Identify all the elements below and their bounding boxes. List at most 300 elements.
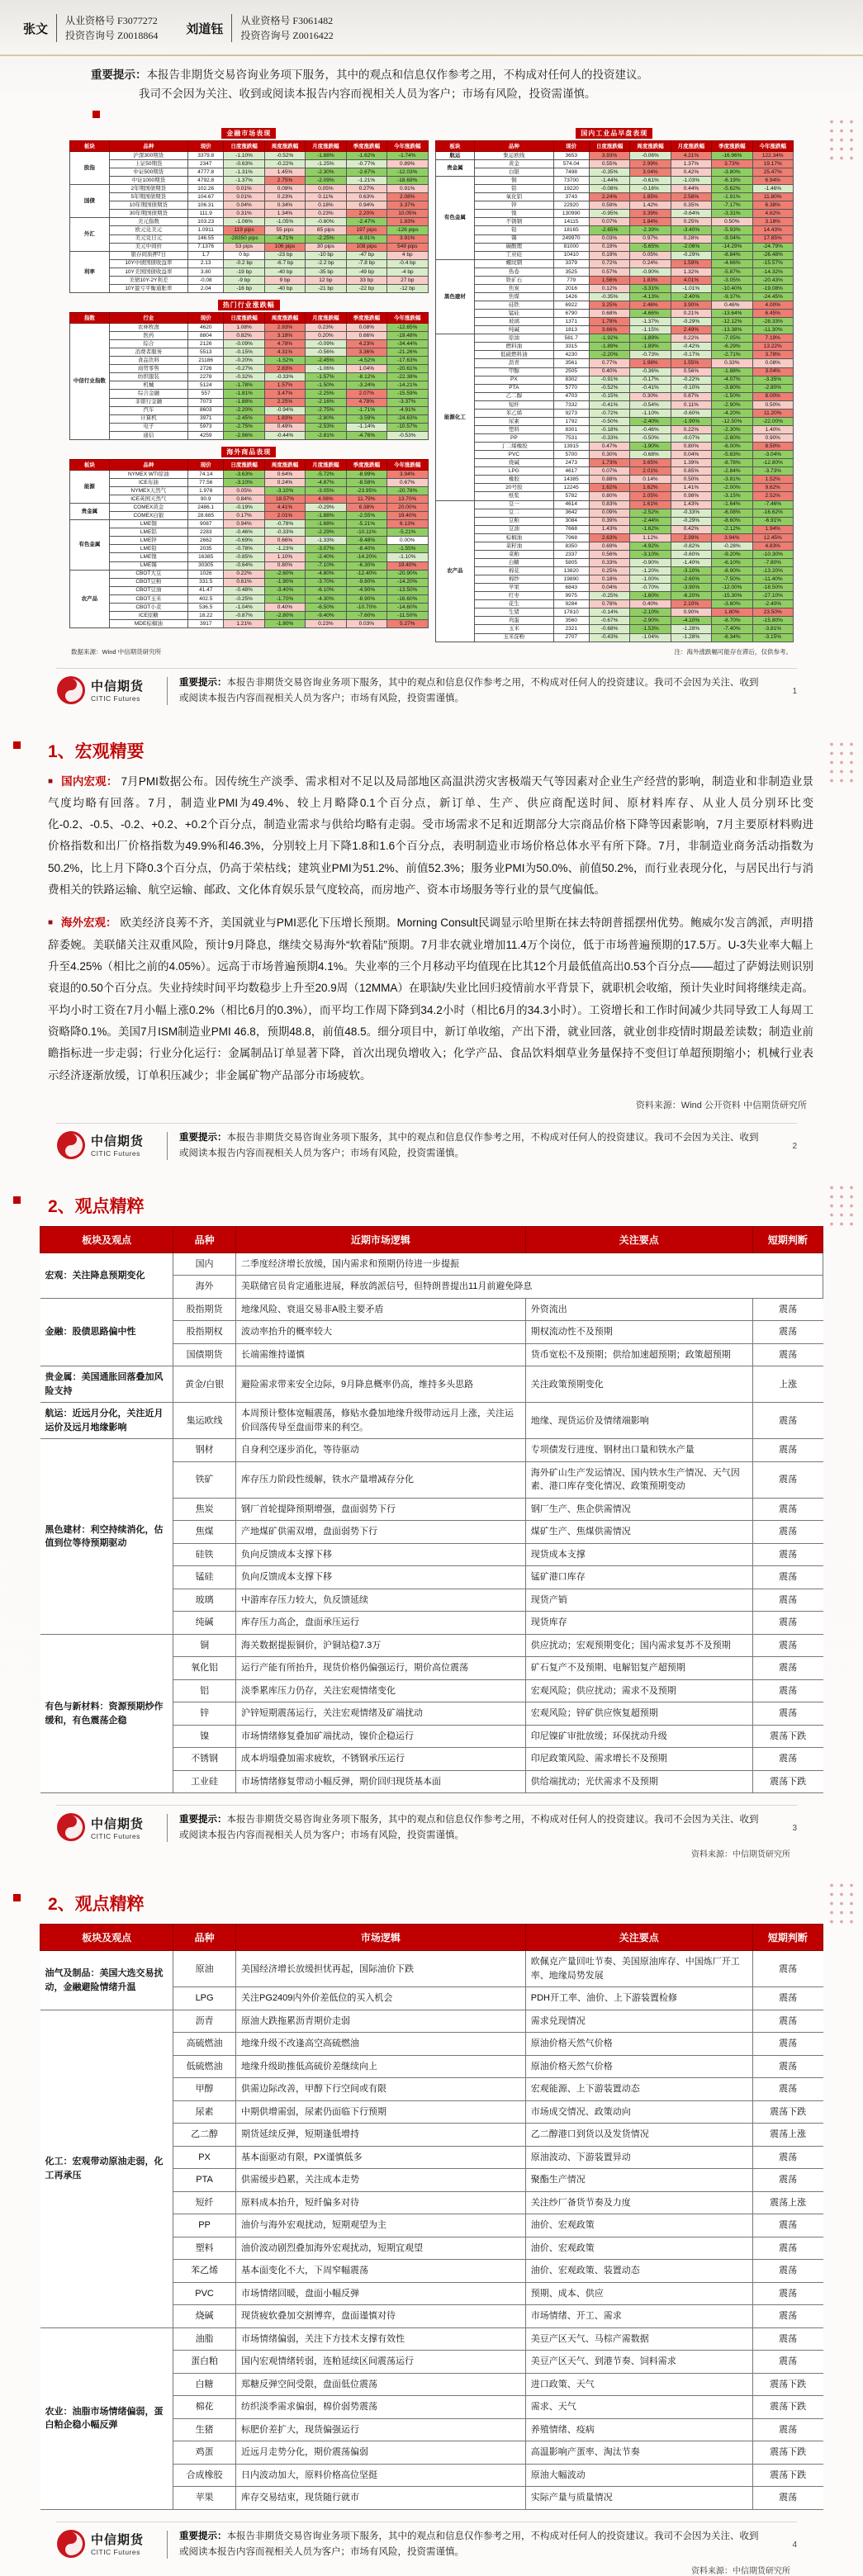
table-row (435, 151, 794, 159)
table-row (435, 376, 794, 384)
change-cell: -2.80% (306, 414, 346, 423)
logo-en: CITIC Futures (91, 694, 140, 703)
market-logic: 库存交易结束，现货随行就市 (235, 2487, 525, 2510)
table-row (70, 218, 429, 226)
change-cell: 0.23% (306, 619, 346, 627)
focus-points: 预期、成本、供应 (525, 2282, 752, 2305)
change-cell: -0.48% (224, 586, 264, 594)
change-cell: -0.87% (224, 611, 264, 619)
price-cell: 81000 (553, 243, 589, 251)
citic-logo-icon (56, 1130, 86, 1160)
change-cell: -4.71% (264, 234, 305, 243)
change-cell: 0.17% (224, 512, 264, 520)
short-term-judgement: 震荡 (752, 1439, 823, 1462)
instrument-name: ICE原糖 (109, 611, 187, 619)
variety-name: 苹果 (173, 2487, 236, 2510)
column-header: 品种 (475, 140, 553, 151)
group-label: 利率 (70, 251, 110, 292)
change-cell: -0.82% (671, 542, 711, 550)
change-cell: -2.30% (306, 168, 346, 177)
change-cell: 1.10% (264, 553, 305, 561)
change-cell: -2.40% (671, 292, 711, 301)
change-cell: 18.57% (264, 495, 305, 504)
change-cell: 2.20% (346, 210, 386, 218)
table-row (70, 619, 429, 627)
source-note: 资料来源：Wind 公开资料 中信期货研究所 (635, 1100, 807, 1110)
change-cell: 3.65% (630, 459, 671, 467)
change-cell: 2.39% (671, 533, 711, 542)
change-cell: -2.47% (346, 218, 386, 226)
market-logic: 美联储官员肯定通胀进展，释放鸽派信号，但特朗普提出11月前避免降息 (235, 1276, 823, 1299)
table-row (435, 301, 794, 310)
page-footer (56, 1805, 797, 1844)
instrument-name: 红枣 (475, 592, 553, 600)
change-cell: 0.72% (589, 259, 629, 268)
change-cell: 1.85% (630, 193, 671, 201)
short-term-judgement: 上涨 (752, 1366, 823, 1403)
variety-name: 镍 (173, 1725, 236, 1748)
instrument-name: 短纤 (475, 400, 553, 409)
instrument-name: CBOT豆油 (109, 586, 187, 594)
change-cell: 3.90% (671, 301, 711, 310)
change-cell: -14.29% (712, 243, 752, 251)
short-term-judgement: 震荡 (752, 1634, 823, 1657)
short-term-judgement: 震荡 (752, 1679, 823, 1702)
macro-overseas-paragraph: ■ 海外宏观： 欧美经济良莠不齐，美国就业与PMI恶化下压增长预期。Morning Consult民调显示哈里斯在抹去特朗普摇摆州优势。鲍威尔发言鸽派，声明措辞委婉。美联储关注双重风险，预计9月降息，继续交易海外“软着陆”预期。7月非农就业增加11.4万个岗位，低于市场普遍预期的17.5万。U-3失业率大幅上升至4.25%（相比之前的4.05%）。远高于市场普遍预期4.1%。失业率的三个月移动平均值现在比其12个月最低值高出0.53个百分点——超过了萨姆法则识别衰退的0.50个百分点。失业持续时间平均数稳步上升至20.9周（12MMA）在职缺/失业比回归疫情前水平背景下，就职机会收缩，预计失业时间将继续走高。平均小时工资在7月小幅上涨0.2%（相比6月的0.3%），而平均工作周下降到34.2小时（相比6月的34.3小时）。工资增长和工作时间减少共同导致工人每周工资略降0.1%。美国7月ISM制造业PMI 46.8，预期48.8，前值48.5。细分项目中，新订单收缩，产出下滑，就业回落，就业创非疫情时期最差读数；制造业前瞻指标进一步走弱；行业分化运行：金属制品订单显著下降，首次出现负增收入；化学产品、食品饮料烟草业务量保持不变但订单超预期缩小；机械行业表示经济逐渐放缓，订单积压减少；非金属矿物产品部分市场疲软。 (48, 916, 813, 1082)
change-cell: 1.84% (630, 218, 671, 226)
focus-points: 市场情绪、开工、需求 (525, 2305, 752, 2328)
price-cell: 249970 (553, 234, 589, 243)
change-cell: -16 bp (224, 284, 264, 292)
change-cell: 3.25% (589, 301, 629, 310)
price-cell: 9975 (553, 592, 589, 600)
change-cell: -6.34% (712, 633, 752, 642)
change-cell: -1.90% (264, 578, 305, 586)
instrument-name: LPG (475, 467, 553, 476)
price-cell: 3653 (553, 151, 589, 159)
change-cell: -47 bp (346, 251, 386, 259)
table-row (435, 185, 794, 193)
market-logic: 日内波动加大，原料价格高位坚挺 (235, 2464, 525, 2487)
table-row (435, 533, 794, 542)
table-row (435, 633, 794, 642)
column-header: 季度涨跌幅 (346, 140, 386, 151)
change-cell: -1.89% (630, 334, 671, 343)
instrument-name: CBOT小麦 (109, 603, 187, 611)
change-cell: -22 bp (346, 284, 386, 292)
change-cell: -12.80% (752, 459, 793, 467)
variety-name: PP (173, 2214, 236, 2237)
price-cell: 106.31 (188, 201, 224, 210)
short-term-judgement: 震荡 (752, 2214, 823, 2237)
market-logic: 基本面驱动有限，PX谨慎低多 (235, 2146, 525, 2169)
change-cell: 3.18% (264, 332, 305, 340)
change-cell: -1.64% (712, 500, 752, 509)
change-cell: 0.23% (306, 323, 346, 331)
focus-points: 进口政策、天气 (525, 2373, 752, 2396)
table-row (70, 243, 429, 251)
instrument-name: COMEX黄金 (109, 504, 187, 512)
change-cell: 4.01% (671, 276, 711, 284)
short-term-judgement: 震荡下跌 (752, 1725, 823, 1748)
change-cell: -0.90% (630, 558, 671, 566)
change-cell: -0.09% (224, 340, 264, 348)
price-cell: 536.5 (188, 603, 224, 611)
market-tables-right (435, 122, 794, 646)
dots-deco (827, 1183, 858, 1229)
price-cell: 3561 (553, 359, 589, 367)
focus-points: 欧佩克产量回吐节奏、美国原油库存、中国炼厂开工率、地缘局势发展 (525, 1951, 752, 1987)
short-term-judgement: 震荡下跌 (752, 2464, 823, 2487)
focus-points: 现货产销 (525, 1589, 752, 1612)
table-row (70, 570, 429, 578)
price-cell: 3971 (188, 414, 224, 423)
instrument-name: 10Y盈亏平衡通胀率 (109, 284, 187, 292)
change-cell: 4.78% (346, 398, 386, 406)
price-cell: 5124 (188, 381, 224, 390)
change-cell: 0.22% (671, 425, 711, 433)
change-cell: -0.33% (589, 434, 629, 443)
citic-futures-logo: 中信期货 CITIC Futures (56, 2529, 155, 2559)
instrument-name: 黄金 (475, 159, 553, 168)
market-logic: 淡季累库压力仍存，关注宏观情绪变化 (235, 1679, 525, 1702)
market-logic: 成本坍塌叠加需求疲软，不锈钢承压运行 (235, 1748, 525, 1771)
views-table (40, 1924, 823, 2510)
price-cell: 1.978 (188, 486, 224, 495)
price-cell: 6922 (553, 301, 589, 310)
table-row (435, 159, 794, 168)
change-cell: 2.52% (752, 492, 793, 500)
change-cell: -3.15% (752, 633, 793, 642)
change-cell: 13.70% (387, 495, 428, 504)
instrument-name: 30年期国债期货 (109, 210, 187, 218)
change-cell: 3.94% (712, 533, 752, 542)
table-row (70, 151, 429, 159)
instrument-name: 锰硅 (475, 310, 553, 318)
table-row (435, 542, 794, 550)
change-cell: -0.19% (224, 504, 264, 512)
table-row (435, 292, 794, 301)
group-label: 航运 (435, 151, 475, 159)
divider (56, 14, 57, 42)
change-cell: 3.04% (630, 168, 671, 177)
change-cell: -0.06% (630, 151, 671, 159)
short-term-judgement: 震荡下跌 (752, 2441, 823, 2465)
instrument-name: 欧元兑美元 (109, 226, 187, 234)
short-term-judgement: 震荡 (752, 2169, 823, 2192)
table-row (435, 326, 794, 334)
red-square-deco (13, 741, 21, 749)
change-cell: -1.04% (224, 603, 264, 611)
column-header: 日度涨跌幅 (224, 140, 264, 151)
group-label: 有色金属 (70, 520, 110, 570)
price-cell: 18.22 (188, 611, 224, 619)
change-cell: -126 pips (387, 226, 428, 234)
price-cell: 19890 (553, 575, 589, 584)
footer-notice: 重要提示：本报告非期货交易咨询业务项下服务，其中的观点和信息仅作参考之用，不构成对任何人的投资建议。我司不会因为关注、收到或阅读本报告内容而视相关人员为客户；市场有风险，投资需谨慎。 (179, 1132, 759, 1158)
change-cell: -6.10% (712, 558, 752, 566)
short-term-judgement: 震荡 (752, 1748, 823, 1771)
macro-domestic-paragraph: ■ 国内宏观： 7月PMI数据公布。因传统生产淡季、需求相对不足以及局部地区高温洪涝灾害极端天气等因素对企业生产经营的影响，制造业和非制造业景气度均略有回落。7月，制造业PMI为49.4%、较上月略降0.1个百分点，新订单、生产、供应商配送时间、原材料库存、从业人员分别环比变化-0.2、-0.5、-0.2、+0.2、+0.2个百分点，制造业需求与供给均略有走弱。受市场需求不足和近期部分大宗商品价格下降等因素影响，7月主要原材料购进价格指数和出厂价格指数为49.9%和46.3%，分别较上月下降1.8和1.6个百分点，表明制造业市场价格总体水平有所下降。7月，非制造业商务活动指数为50.2%，比上月下降0.3个百分点，仍高于荣枯线；建筑业PMI为51.2%、前值52.3%；服务业PMI为50.0%、前值50.2%，而行业表现分化，与居民出行与消费相关的铁路运输、航空运输、邮政、文化体育娱乐景气度较高，而房地产、资本市场服务等行业的景气度偏低。 (48, 774, 813, 897)
change-cell: -5.62% (712, 185, 752, 193)
views-table-1 (33, 1226, 830, 1794)
table-row (435, 476, 794, 484)
table-row (70, 259, 429, 268)
short-term-judgement: 震荡 (752, 2146, 823, 2169)
change-cell: 0.35% (671, 201, 711, 210)
change-cell: -1.89% (589, 343, 629, 351)
price-cell: 74.14 (188, 470, 224, 478)
source-note: 资料来源：中信期货研究所 (691, 2566, 790, 2576)
change-cell: 6.94% (752, 177, 793, 185)
change-cell: 1.62% (630, 484, 671, 492)
change-cell: -5.65% (630, 243, 671, 251)
table-row (70, 504, 429, 512)
short-term-judgement: 震荡上涨 (752, 2191, 823, 2214)
change-cell: -5.21% (346, 520, 386, 528)
change-cell: 7.19% (752, 334, 793, 343)
change-cell: -8.60% (712, 517, 752, 525)
short-term-judgement: 震荡 (752, 2055, 823, 2078)
change-cell: 1.62% (589, 484, 629, 492)
group-label: 贵金属：美国通胀回落叠加风险支持 (40, 1366, 173, 1403)
market-table (69, 140, 429, 293)
short-term-judgement: 震荡 (752, 1543, 823, 1566)
instrument-name: 螺纹钢 (475, 259, 553, 268)
change-cell: -0.46% (630, 425, 671, 433)
change-cell: 1.42% (630, 201, 671, 210)
market-logic: 长端需维持谨慎 (235, 1343, 525, 1366)
market-logic: 市场情绪修复带动小幅反弹，期价回归现货基本面 (235, 1770, 525, 1793)
column-header: 季度涨跌幅 (346, 312, 386, 323)
change-cell: 0.55% (589, 159, 629, 168)
change-cell: -0.07% (671, 434, 711, 443)
change-cell: -15.57% (752, 259, 793, 268)
change-cell: -6.30% (346, 561, 386, 570)
change-cell: 0.05% (630, 251, 671, 259)
change-cell: -2.06% (671, 243, 711, 251)
change-cell: 2.63% (589, 533, 629, 542)
variety-name: 锰硅 (173, 1566, 236, 1589)
change-cell: 4.83% (752, 542, 793, 550)
change-cell: -28350 pips (224, 234, 264, 243)
table-row (435, 243, 794, 251)
change-cell: 3.04% (752, 367, 793, 376)
change-cell: -0.72% (589, 409, 629, 417)
change-cell: -0.41% (589, 400, 629, 409)
table-row (70, 586, 429, 594)
focus-points: 钢厂生产、焦企供需情况 (525, 1498, 752, 1521)
divider (167, 1132, 168, 1160)
instrument-name: 商贸零售 (109, 365, 187, 373)
change-cell: -8.58% (346, 478, 386, 486)
price-cell: 2337 (553, 550, 589, 558)
table-row (435, 558, 794, 566)
market-logic: 标肥价差扩大，现货偏强运行 (235, 2418, 525, 2441)
change-cell: -3.07% (306, 545, 346, 553)
change-cell: 0.56% (589, 550, 629, 558)
price-cell: 90.9 (188, 495, 224, 504)
table-header-row (40, 1925, 823, 1951)
focus-points: 实际产量与质量情况 (525, 2487, 752, 2510)
price-cell: 3642 (553, 509, 589, 517)
change-cell: -8.84% (712, 251, 752, 259)
change-cell: -1.81% (224, 390, 264, 398)
change-cell: -1.89% (630, 343, 671, 351)
change-cell: -2.40% (630, 417, 671, 425)
change-cell: -0.22% (264, 159, 305, 168)
change-cell: 0.94% (346, 201, 386, 210)
market-logic: 负向反馈成本支撑下移 (235, 1566, 525, 1589)
column-header: 板块及观点 (40, 1226, 173, 1252)
red-square-deco (13, 1196, 21, 1204)
instrument-name: 工业硅 (475, 251, 553, 259)
table-row (435, 384, 794, 392)
group-label: 中信行业指数 (70, 323, 110, 439)
instrument-name: PX (475, 376, 553, 384)
price-cell: 1426 (553, 292, 589, 301)
price-cell: 4230 (553, 351, 589, 359)
variety-name: PTA (173, 2169, 236, 2192)
change-cell: 14.43% (752, 226, 793, 234)
instrument-name: 豆一 (475, 500, 553, 509)
table-row (435, 592, 794, 600)
column-header: 现价 (188, 312, 224, 323)
change-cell: -12 bp (387, 284, 428, 292)
price-cell: 14115 (553, 218, 589, 226)
price-cell: 2505 (553, 367, 589, 376)
change-cell: 0.33% (589, 558, 629, 566)
table-row (435, 467, 794, 476)
short-term-judgement: 震荡 (752, 1498, 823, 1521)
change-cell: 0.31% (224, 210, 264, 218)
change-cell: 0.07% (589, 467, 629, 476)
table-row (435, 268, 794, 276)
column-header: 日度涨跌幅 (589, 140, 629, 151)
change-cell: 1.32% (671, 268, 711, 276)
price-cell: 146.55 (188, 234, 224, 243)
table-row (70, 561, 429, 570)
change-cell: -0.70% (630, 584, 671, 592)
change-cell: 2.01% (264, 512, 305, 520)
change-cell: 20.00% (387, 504, 428, 512)
change-cell: 1.98% (630, 359, 671, 367)
change-cell: -1.05% (264, 218, 305, 226)
change-cell: 3.91% (387, 234, 428, 243)
short-term-judgement: 震荡 (752, 1951, 823, 1987)
change-cell: -4.30% (306, 594, 346, 603)
instrument-name: 计算机 (109, 414, 187, 423)
change-cell: -4.87% (306, 478, 346, 486)
change-cell: -5.87% (712, 268, 752, 276)
instrument-name: 沪深300期货 (109, 151, 187, 159)
market-logic: 美国经济增长放缓担忧再起，国际油价下跌 (235, 1951, 525, 1987)
instrument-name: 中证500期货 (109, 168, 187, 177)
table-row (435, 201, 794, 210)
column-header: 板块及观点 (40, 1925, 173, 1951)
change-cell: -24.45% (752, 292, 793, 301)
focus-points: 乙二醇港口到货以及发货情况 (525, 2124, 752, 2147)
table-row (70, 486, 429, 495)
instrument-name: 铜 (475, 177, 553, 185)
table-row (40, 1403, 823, 1439)
column-header: 短期判断 (752, 1925, 823, 1951)
change-cell: 0.82% (224, 332, 264, 340)
price-cell: 5805 (553, 558, 589, 566)
change-cell: 0.34% (264, 201, 305, 210)
change-cell: -6.20% (671, 592, 711, 600)
instrument-name: 豆粕 (475, 517, 553, 525)
instrument-name: NYMEX WTI原油 (109, 470, 187, 478)
change-cell: 30 pips (306, 243, 346, 251)
market-logic: 负向反馈成本支撑下移 (235, 1543, 525, 1566)
change-cell: -2.67% (346, 168, 386, 177)
variety-name: 集运欧线 (173, 1403, 236, 1439)
change-cell: 0.50% (752, 400, 793, 409)
table-row (70, 414, 429, 423)
price-cell: 41.47 (188, 586, 224, 594)
short-term-judgement: 震荡 (752, 1321, 823, 1344)
change-cell: 106 pips (264, 243, 305, 251)
price-cell: 9087 (188, 520, 224, 528)
change-cell: -0.63% (224, 159, 264, 168)
change-cell: 0.67% (387, 478, 428, 486)
table-row (435, 608, 794, 617)
change-cell: -0.28% (712, 542, 752, 550)
price-cell: 13820 (553, 567, 589, 575)
change-cell: -8.99% (346, 470, 386, 478)
price-cell: 7498 (553, 168, 589, 177)
change-cell: 1.52% (752, 476, 793, 484)
instrument-name: 玻璃 (475, 318, 553, 326)
market-logic: 市场情绪偏弱，关注下方技术支撑有效性 (235, 2327, 525, 2351)
change-cell: -0.08% (589, 185, 629, 193)
column-header: 季度涨跌幅 (346, 459, 386, 470)
change-cell: -3.04% (752, 451, 793, 459)
change-cell: 0.03% (346, 619, 386, 627)
focus-points: 关注纱厂备货节奏及力度 (525, 2191, 752, 2214)
page-number: 2 (792, 1141, 797, 1151)
variety-name: 硅铁 (173, 1543, 236, 1566)
change-cell: 2.05% (630, 492, 671, 500)
price-cell: 7531 (553, 434, 589, 443)
change-cell: -4 bp (387, 268, 428, 276)
price-cell: 21186 (188, 357, 224, 365)
short-term-judgement: 震荡 (752, 2327, 823, 2351)
change-cell: 6.38% (752, 201, 793, 210)
table-row (70, 495, 429, 504)
focus-points: 印尼政策风险、需求增长不及预期 (525, 1748, 752, 1771)
change-cell: -14.20% (387, 578, 428, 586)
change-cell: 1.12% (630, 533, 671, 542)
instrument-name: 乙二醇 (475, 392, 553, 400)
table-row (435, 451, 794, 459)
section-title-views-2: 2、观点精粹 (48, 1891, 830, 1915)
change-cell: 1.55% (671, 359, 711, 367)
variety-name: 铜 (173, 1634, 236, 1657)
change-cell: -4.66% (630, 310, 671, 318)
change-cell: -10.70% (346, 603, 386, 611)
instrument-name: 纺织服装 (109, 373, 187, 381)
table-row (435, 459, 794, 467)
change-cell: -1.88% (306, 151, 346, 159)
change-cell: -12.12% (712, 318, 752, 326)
instrument-name: 镍 (475, 210, 553, 218)
change-cell: -2.60% (264, 570, 305, 578)
change-cell: 0.24% (264, 478, 305, 486)
price-cell: 1371 (553, 318, 589, 326)
change-cell: -2.40% (752, 600, 793, 608)
